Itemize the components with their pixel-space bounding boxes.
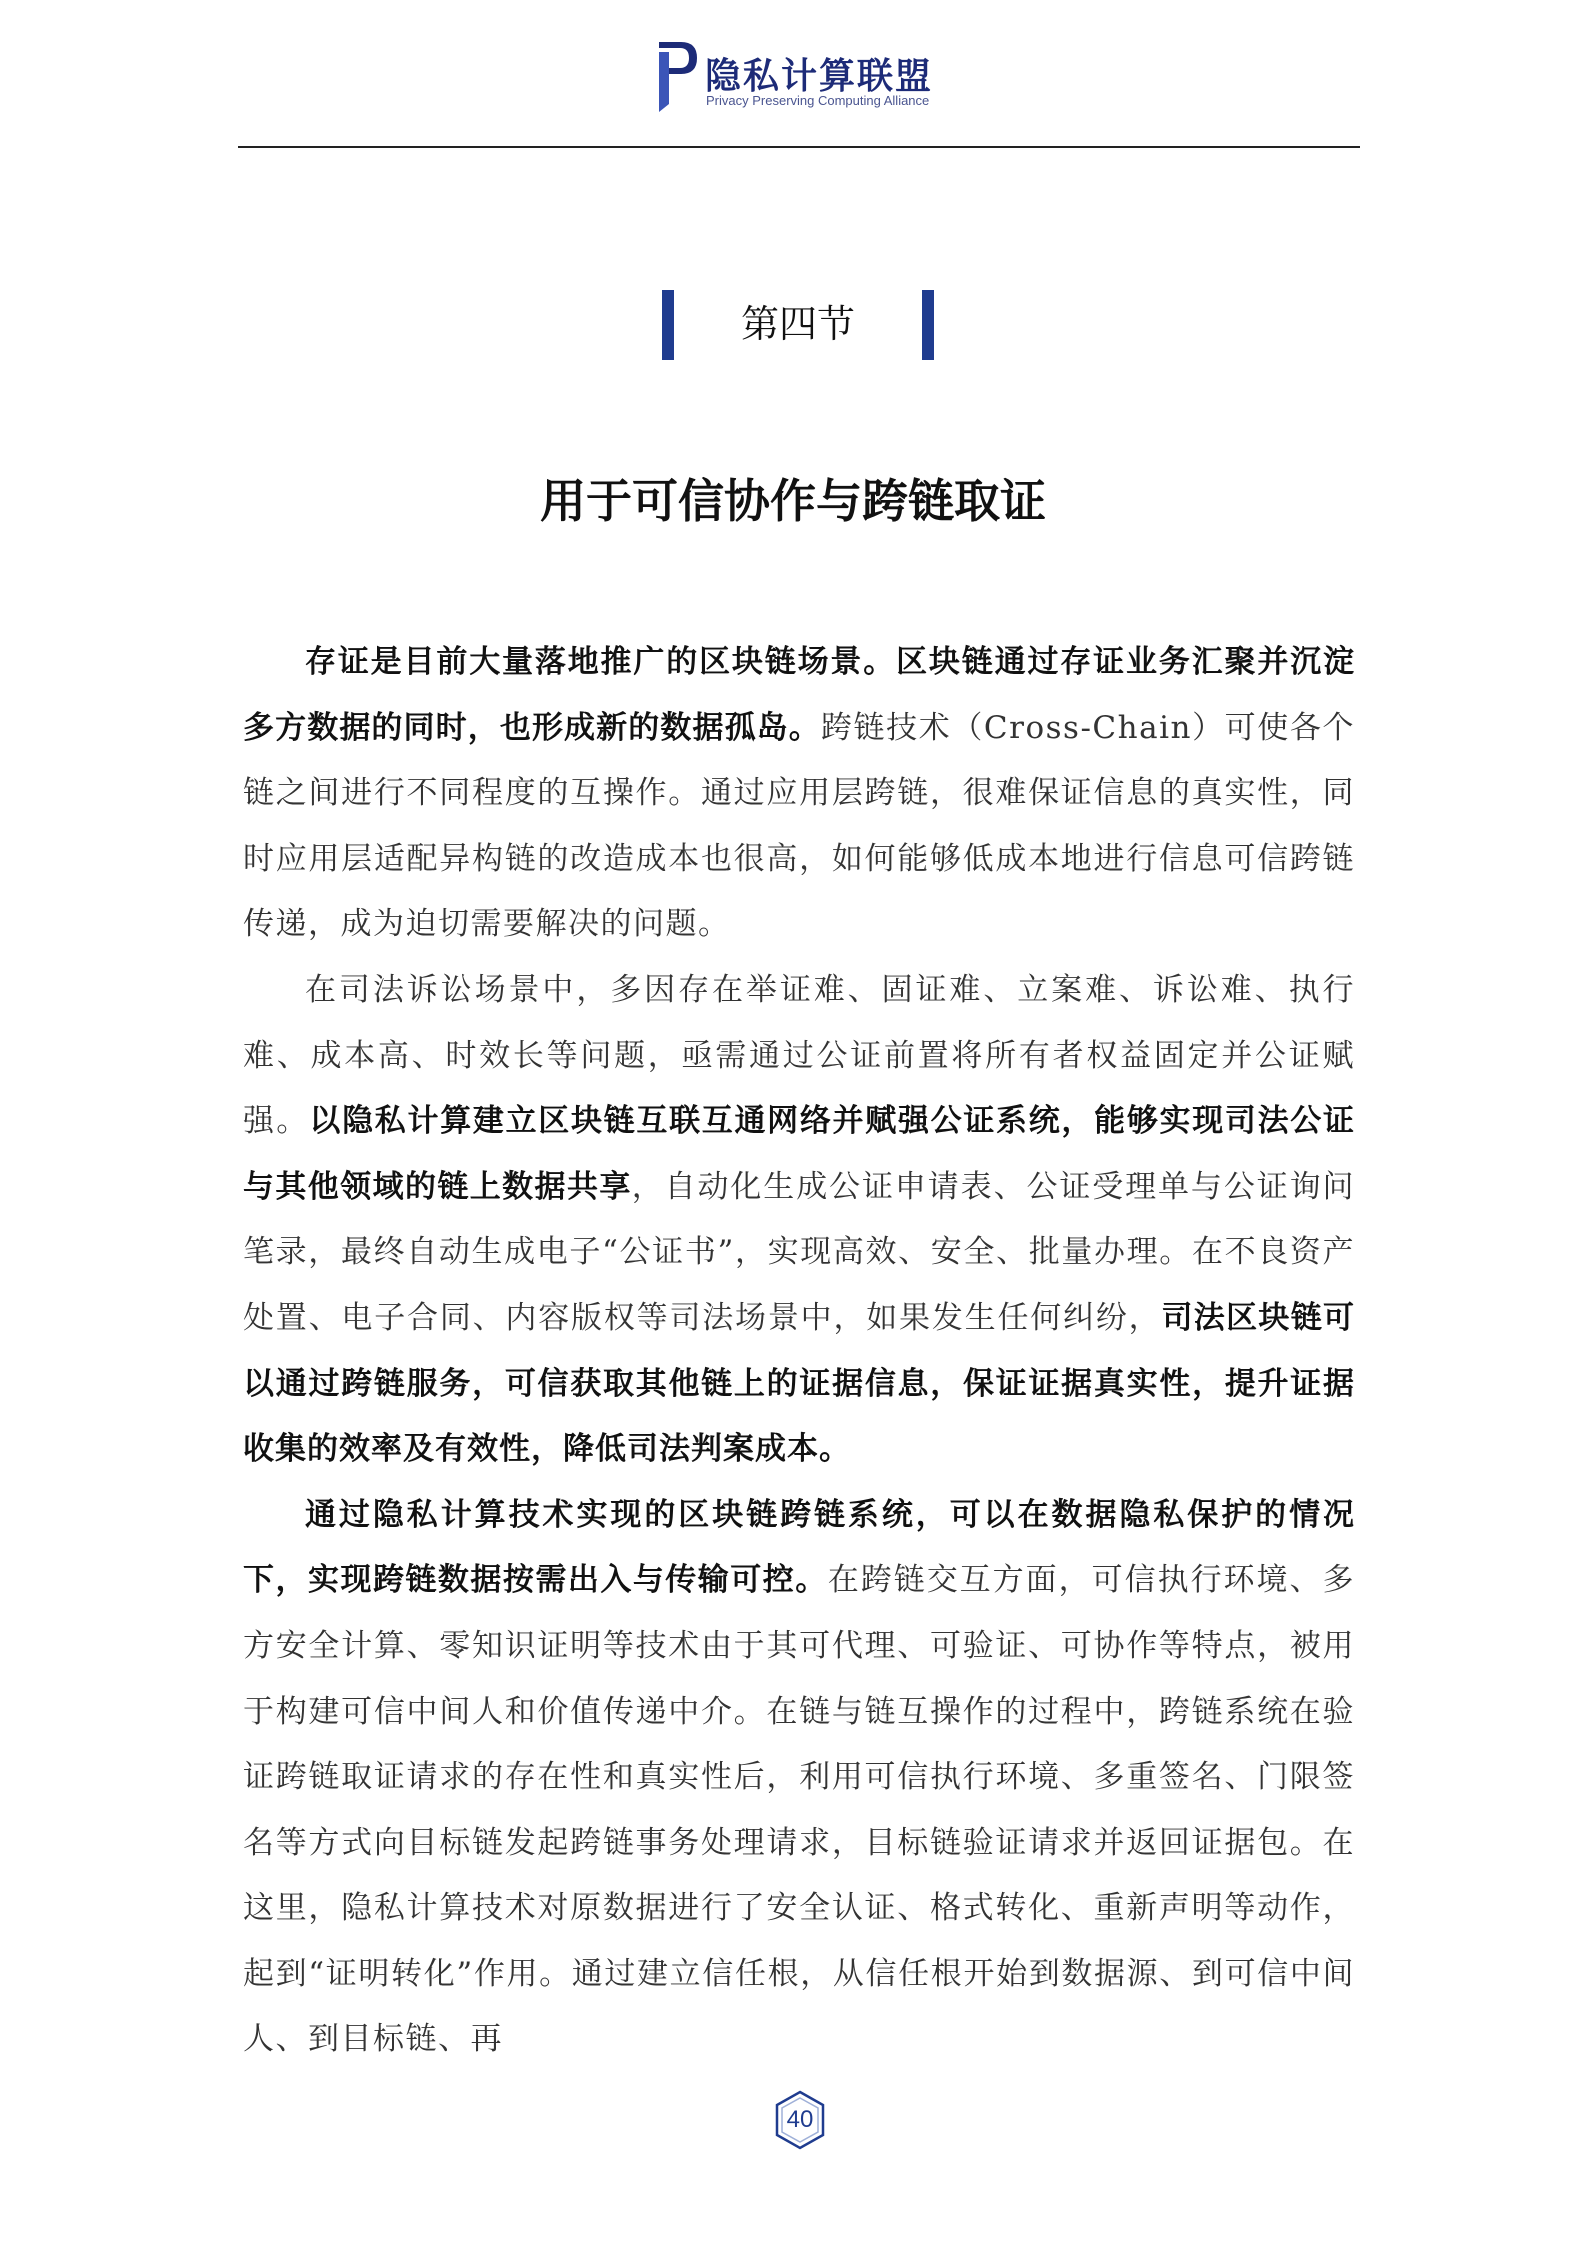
paragraph (243, 958, 1355, 1483)
body-run: ，自动化生成公证申请表、公证受理单与公证询问笔录，最终自动生成电子“公证书”，实现高效、安全、批量办理。在不良资产处置、电子合同、内容版权等司法场景中，如果发生任何纠纷， (243, 1168, 1356, 1336)
page-number: 40 (786, 2106, 814, 2133)
page-header (0, 0, 1586, 150)
header-divider (238, 146, 1360, 148)
emphasis-text: 存证是目前大量落地推广的区块链场景。区块链通过存证业务汇聚并沉淀多方数据的同时，也形成新的数据孤岛。 (243, 644, 1355, 746)
section-bar-right (922, 290, 934, 360)
logo-chinese-name: 隐私计算联盟 (705, 56, 934, 97)
paragraph (243, 1483, 1355, 2073)
body-run: 跨链技术（Cross-Chain）可使各个链之间进行不同程度的互操作。通过应用层跨链，很难保证信息的真实性，同时应用层适配异构链的改造成本也很高，如何能够低成本地进行信息可信跨链传递，成为迫切需要解决的问题。 (243, 709, 1355, 943)
emphasis-text: 以隐私计算建立区块链互联互通网络并赋强公证系统，能够实现司法公证与其他领域的链上数据共享 (243, 1103, 1356, 1205)
body-text (243, 630, 1355, 2073)
section-label: 第四节 (740, 302, 855, 346)
section-bar-left (662, 290, 674, 360)
emphasis-text: 通过隐私计算技术实现的区块链跨链系统，可以在数据隐私保护的情况下，实现跨链数据按需出入与传输可控。 (243, 1496, 1355, 1599)
page-title: 用于可信协作与跨链取证 (540, 474, 1046, 528)
emphasis-text: 司法区块链可以通过跨链服务，可信获取其他链上的证据信息，保证证据真实性，提升证据收集的效率及有效性，降低司法判案成本。 (243, 1299, 1355, 1468)
logo-english-name: Privacy Preserving Computing Alliance (706, 93, 930, 108)
body-run: 在跨链交互方面，可信执行环境、多方安全计算、零知识证明等技术由于其可代理、可验证、可协作等特点，被用于构建可信中间人和价值传递中介。在链与链互操作的过程中，跨链系统在验证跨链取证请求的存在性和真实性后，利用可信执行环境、多重签名、门限签名等方式向目标链发起跨链事务处理请求，目标链验证请求并返回证据包。在这里，隐私计算技术对原数据进行了安全认证、格式转化、重新声明等动作，起到“证明转化”作用。通过建立信任根，从信任根开始到数据源、到可信中间人、到目标链、再 (243, 1562, 1356, 2058)
paragraph (243, 630, 1355, 958)
logo-p-mark-icon (655, 38, 699, 114)
body-run: 在司法诉讼场景中，多因存在举证难、固证难、立案难、诉讼难、执行难、成本高、时效长等问题，亟需通过公证前置将所有者权益固定并公证赋强。 (243, 971, 1355, 1140)
